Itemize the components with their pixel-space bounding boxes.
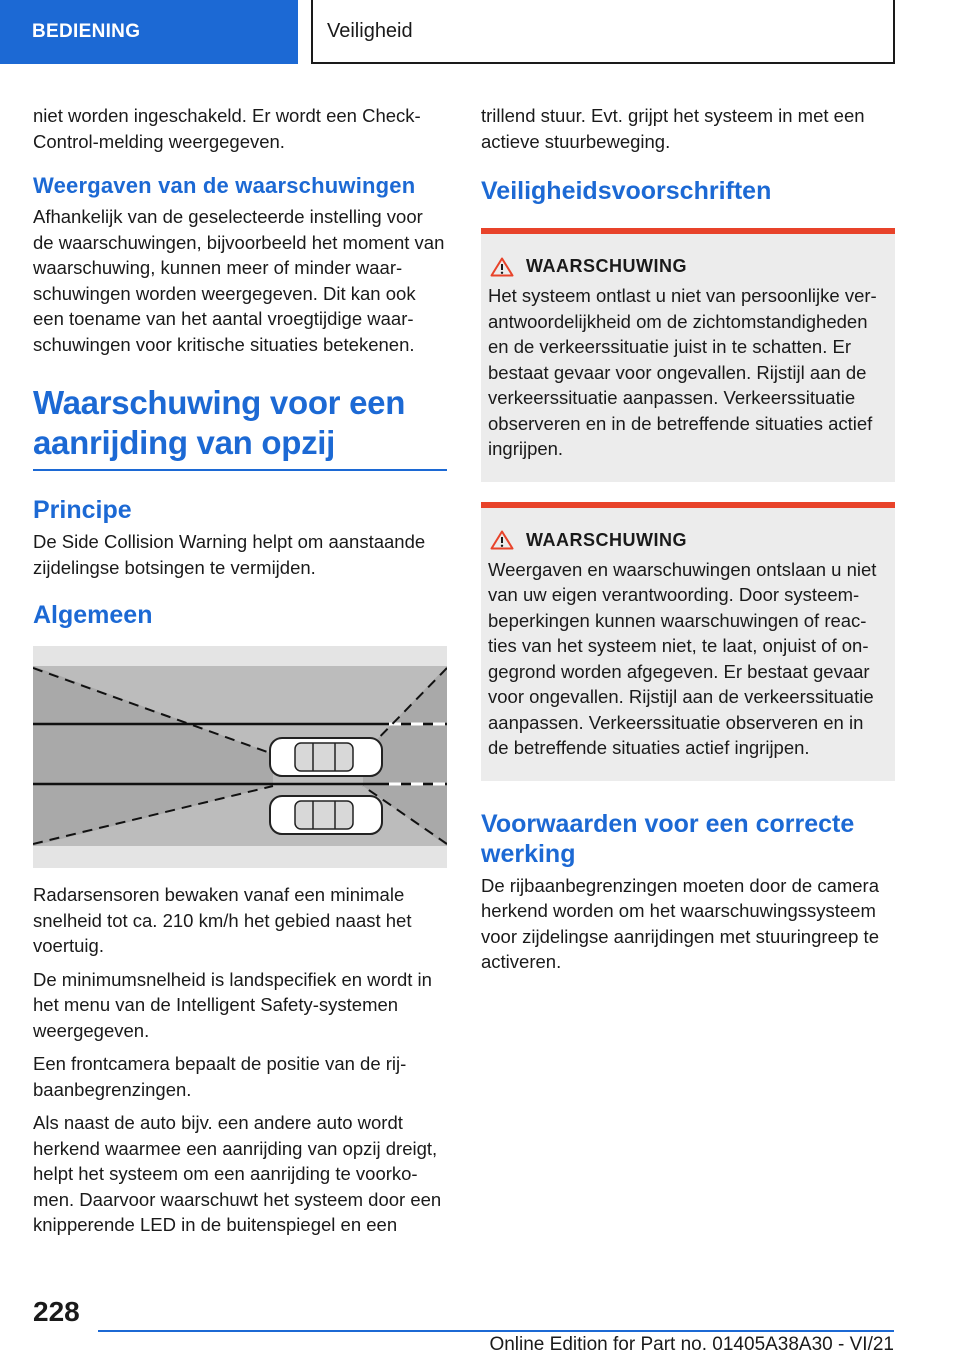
paragraph-continued: trillend stuur. Evt. grijpt het systeem in met een actieve stuurbeweging. [481, 105, 865, 152]
vehicle-adjacent [270, 796, 382, 834]
main-heading [33, 383, 447, 471]
warning-triangle-icon [490, 530, 514, 550]
side-collision-illustration [33, 646, 447, 868]
paragraph-naast: Als naast de auto bijv. een andere auto wordt herkend waarmee een aanrijding van opzij dreigt, helpt het systeem om een aanrijding te voorko-men. Daarvoor waarschuwt het systeem door een knipperende LED in de buitenspiegel en een [33, 1112, 442, 1235]
paragraph-radar: Radarsensoren bewaken vanaf een minimale snelheid tot ca. 210 km/h het gebied naast het voertuig. [33, 884, 412, 956]
warning-title-1 [488, 256, 887, 277]
page-number: 228 [33, 1296, 80, 1327]
chapter-title: Veiligheid [311, 0, 895, 64]
warning-label-2: WAARSCHUWING [526, 529, 687, 550]
paragraph-principe: De Side Collision Warning helpt om aanstaande zijdelingse botsingen te vermijden. [33, 531, 426, 578]
main-heading-line1: Waarschuwing voor een [33, 384, 406, 421]
warning-box-2 [481, 502, 895, 781]
heading-voorwaarden: Voorwaarden voor een correcte werking [481, 809, 855, 868]
edition-info: Online Edition for Part no. 01405A38A30 - VI/21 [489, 1334, 894, 1355]
warning-box-1 [481, 228, 895, 482]
vehicle-own [270, 738, 382, 776]
right-column [481, 103, 895, 983]
heading-veiligheid: Veiligheidsvoorschriften [481, 177, 772, 205]
main-heading-line2: aanrijding van opzij [33, 424, 336, 461]
paragraph-minimum: De minimumsnelheid is landspecifiek en wordt in het menu van de Intelligent Safety-systemen weergegeven. [33, 968, 432, 1041]
heading-principe: Principe [33, 496, 132, 524]
paragraph-voorwaarden: De rijbaanbegrenzingen moeten door de camera herkend worden om het waarschuwingssysteem voor zijdelingse aanrijdingen met stuuringreep te activeren. [481, 874, 880, 972]
section-tab: BEDIENING [0, 0, 298, 64]
footer-divider [98, 1330, 894, 1332]
warning-text-1: Het systeem ontlast u niet van persoonlijke ver-antwoordelijkheid om de zichtomstandigheden en de verkeerssituatie juist in te schatten. Er bestaat gevaar voor ongevallen. Rijstijl aan de verkeerssituatie aanpassen. Verkeerssituatie observeren en in de betreffende situaties actief ingrijpen. [488, 285, 877, 459]
heading-algemeen: Algemeen [33, 601, 153, 629]
paragraph-intro: niet worden ingeschakeld. Er wordt een Check-Control-melding weergegeven. [33, 105, 421, 152]
paragraph-weergaven: Afhankelijk van de geselecteerde instelling voor de waarschuwingen, bijvoorbeeld het moment van waarschuwing, kunnen meer of minder waar-schuwingen worden weergegeven. Dit kan ook een toename van het aantal vroegtijdige waar-schuwingen voor kritische situaties betekenen. [33, 206, 445, 355]
warning-triangle-icon [490, 257, 514, 277]
paragraph-camera: Een frontcamera bepaalt de positie van de rij-baanbegrenzingen. [33, 1053, 407, 1100]
warning-text-2: Weergaven en waarschuwingen ontslaan u niet van uw eigen verantwoording. Door systeem-beperkingen kunnen waarschuwingen of reac-ties van het systeem niet, te laat, onjuist of on-gegrond worden afgegeven. Er bestaat gevaar voor ongevallen. Rijstijl aan de verkeerssituatie aanpassen. Verkeerssituatie observeren en in de betreffende situaties actief ingrijpen. [488, 558, 877, 758]
left-column [33, 103, 447, 1246]
heading-weergaven: Weergaven van de waarschuwingen [33, 173, 416, 198]
warning-title-2 [488, 530, 887, 551]
warning-label-1: WAARSCHUWING [526, 256, 687, 276]
